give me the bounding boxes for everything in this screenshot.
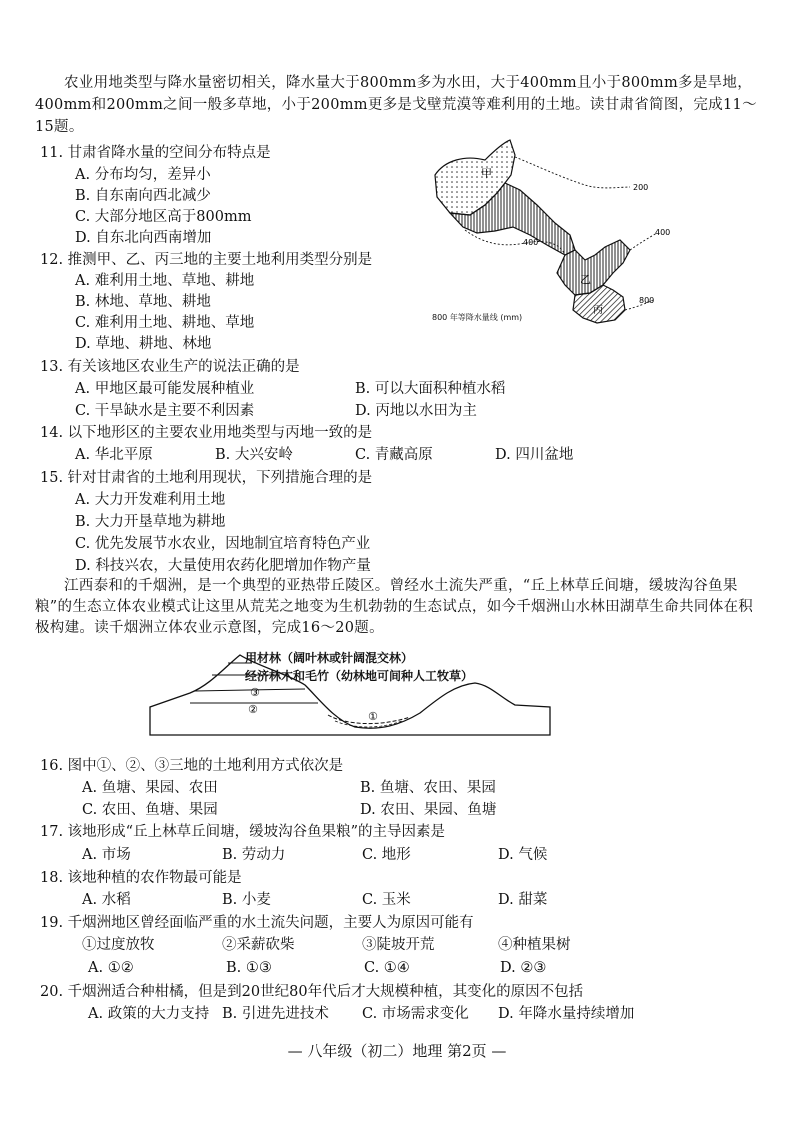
q16-option-c[interactable]: C. 农田、鱼塘、果园 [82,802,218,818]
map-label-jia: 甲 [481,167,492,180]
q18-option-c[interactable]: C. 玉米 [362,892,411,908]
q19-option-b[interactable]: B. ①③ [226,960,272,976]
q13-option-b[interactable]: B. 可以大面积种植水稻 [355,381,506,397]
q19-item-3: ③陡坡开荒 [362,937,435,953]
diagram-mark-2: ② [248,703,258,716]
isoline-label-200: 200 [633,183,649,192]
map-label-bing: 丙 [593,305,603,316]
q15-stem: 15. 针对甘肃省的土地利用现状，下列措施合理的是 [40,470,373,486]
q18-option-d[interactable]: D. 甜菜 [498,892,548,908]
q16-option-b[interactable]: B. 鱼塘、农田、果园 [360,780,496,796]
gansu-map [425,135,671,330]
map-label-yi: 乙 [580,273,591,286]
q13-option-c[interactable]: C. 干旱缺水是主要不利因素 [75,403,255,419]
q20-option-a[interactable]: A. 政策的大力支持 [88,1006,210,1022]
q19-item-2: ②采薪砍柴 [222,937,295,953]
page-footer: — 八年级（初二）地理 第2页 — [287,1042,507,1060]
q14-option-b[interactable]: B. 大兴安岭 [215,447,293,463]
q20-option-b[interactable]: B. 引进先进技术 [222,1006,329,1022]
q15-option-a[interactable]: A. 大力开发难利用土地 [75,492,226,508]
q17-option-b[interactable]: B. 劳动力 [222,847,286,863]
q12-option-a[interactable]: A. 难利用土地、草地、耕地 [75,273,255,289]
q19-stem: 19. 千烟洲地区曾经面临严重的水土流失问题，主要人为原因可能有 [40,915,474,931]
diagram-mark-1: ① [368,710,378,723]
map-legend: 800 年等降水量线 (mm) [432,313,523,322]
q16-option-a[interactable]: A. 鱼塘、果园、农田 [82,780,218,796]
q15-option-c[interactable]: C. 优先发展节水农业，因地制宜培育特色产业 [75,536,371,552]
q15-option-d[interactable]: D. 科技兴农，大量使用农药化肥增加作物产量 [75,558,371,574]
intro-paragraph-2: 江西泰和的千烟洲，是一个典型的亚热带丘陵区。曾经水土流失严重，“丘上林草丘间塘，缓坡沟谷鱼果粮”的生态立体农业模式让这里从荒芜之地变为生机勃勃的生态试点，如今千烟洲山水林田湖草生命共同体在积极构建。读千烟洲立体农业示意图，完成16～20题。 [35,578,754,636]
diagram-mark-3: ③ [250,686,260,699]
q18-option-b[interactable]: B. 小麦 [222,892,271,908]
intro-paragraph-1: 农业用地类型与降水量密切相关，降水量大于800mm多为水田，大于400mm且小于800mm多是旱地，400mm和200mm之间一般多草地，小于200mm更多是戈壁荒漠等难利用的土地。读甘肃省简图，完成11～15题。 [35,75,757,135]
q11-stem: 11. 甘肃省降水量的空间分布特点是 [40,145,271,161]
diagram-label-timber: 用材林（阔叶林或针阔混交林） [245,651,414,665]
q19-option-a[interactable]: A. ①② [88,960,134,976]
q16-option-d[interactable]: D. 农田、果园、鱼塘 [360,802,497,818]
q17-stem: 17. 该地形成“丘上林草丘间塘，缓坡沟谷鱼果粮”的主导因素是 [40,824,445,840]
q16-stem: 16. 图中①、②、③三地的土地利用方式依次是 [40,758,344,774]
q13-option-a[interactable]: A. 甲地区最可能发展种植业 [75,381,255,397]
q14-option-c[interactable]: C. 青藏高原 [355,447,433,463]
q12-option-b[interactable]: B. 林地、草地、耕地 [75,294,211,310]
q14-option-d[interactable]: D. 四川盆地 [495,447,574,463]
q13-option-d[interactable]: D. 丙地以水田为主 [355,403,477,419]
isoline-label-400-west: 400 [523,238,539,247]
q18-option-a[interactable]: A. 水稻 [82,892,131,908]
q12-option-c[interactable]: C. 难利用土地、耕地、草地 [75,315,255,331]
q20-stem: 20. 千烟洲适合种柑橘，但是到20世纪80年代后才大规模种植，其变化的原因不包括 [40,984,584,1000]
isoline-label-800: 800 [639,296,655,305]
q20-option-c[interactable]: C. 市场需求变化 [362,1006,469,1022]
isoline-label-400-east: 400 [655,228,671,237]
q11-option-b[interactable]: B. 自东南向西北减少 [75,188,211,204]
q14-stem: 14. 以下地形区的主要农业用地类型与丙地一致的是 [40,425,373,441]
q13-stem: 13. 有关该地区农业生产的说法正确的是 [40,359,300,375]
q15-option-b[interactable]: B. 大力开垦草地为耕地 [75,514,226,530]
q19-option-d[interactable]: D. ②③ [500,960,547,976]
q19-option-c[interactable]: C. ①④ [364,960,410,976]
q11-option-c[interactable]: C. 大部分地区高于800mm [75,209,252,225]
q12-stem: 12. 推测甲、乙、丙三地的主要土地利用类型分别是 [40,252,373,268]
q19-item-4: ④种植果树 [498,937,571,953]
q17-option-d[interactable]: D. 气候 [498,847,548,863]
q20-option-d[interactable]: D. 年降水量持续增加 [498,1006,635,1022]
diagram-label-economic: 经济林木和毛竹（幼林地可间种人工牧草） [245,669,474,683]
q11-option-a[interactable]: A. 分布均匀，差异小 [75,167,211,183]
q17-option-a[interactable]: A. 市场 [82,847,131,863]
q19-item-1: ①过度放牧 [82,937,155,953]
q14-option-a[interactable]: A. 华北平原 [75,447,153,463]
q17-option-c[interactable]: C. 地形 [362,847,411,863]
q12-option-d[interactable]: D. 草地、耕地、林地 [75,336,212,352]
q18-stem: 18. 该地种植的农作物最可能是 [40,870,242,886]
q11-option-d[interactable]: D. 自东北向西南增加 [75,230,212,246]
